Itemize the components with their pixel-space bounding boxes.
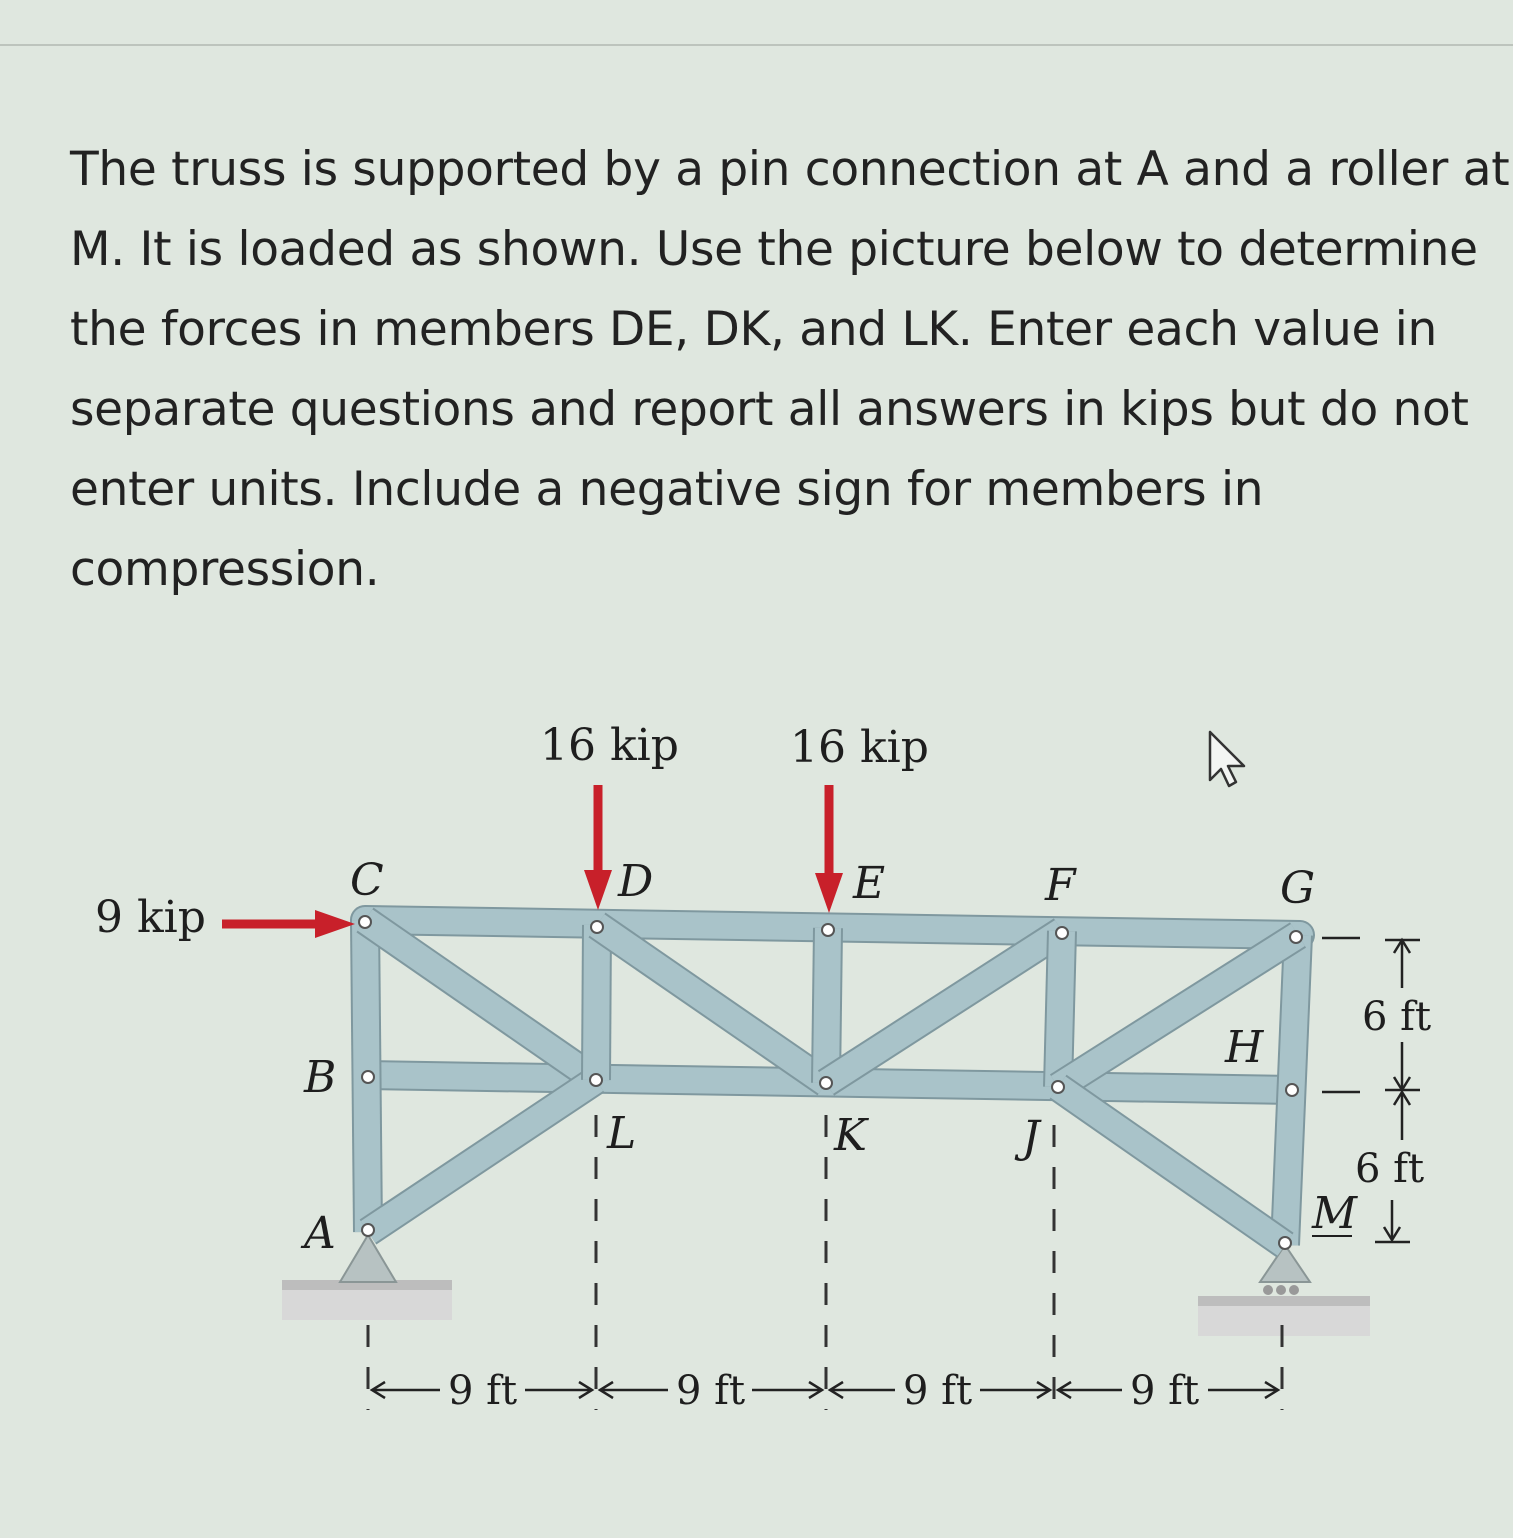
question-line-2: M. It is loaded as shown. Use the picture below to determine (70, 222, 1478, 277)
dimension-height-lower: 6 ft (1355, 1146, 1425, 1192)
joint-label-e: E (853, 858, 886, 909)
load-label-9kip: 9 kip (95, 892, 206, 943)
pin-h (1286, 1084, 1298, 1096)
load-label-16kip-d: 16 kip (540, 720, 679, 771)
joint-label-m: M (1312, 1188, 1358, 1239)
roller-wheel-1 (1263, 1285, 1273, 1295)
arrow-16kip-e-head (815, 873, 843, 913)
dimension-span-1: 9 ft (448, 1368, 518, 1414)
joint-label-h: H (1225, 1022, 1264, 1073)
arrow-16kip-d-head (584, 870, 612, 910)
pin-b (362, 1071, 374, 1083)
pin-support-a (340, 1235, 396, 1282)
joint-label-l: L (607, 1108, 637, 1159)
arrow-9kip-head (315, 910, 355, 938)
ground-left-hatch (282, 1290, 452, 1320)
joint-label-d: D (618, 856, 654, 907)
pin-c (359, 916, 371, 928)
joint-label-b: B (304, 1052, 337, 1103)
joint-label-f: F (1045, 860, 1076, 911)
joint-label-g: G (1280, 863, 1316, 914)
question-line-6: compression. (70, 542, 380, 597)
pin-d (591, 921, 603, 933)
question-line-5: enter units. Include a negative sign for members in (70, 462, 1264, 517)
dimension-span-3: 9 ft (903, 1368, 973, 1414)
question-line-3: the forces in members DE, DK, and LK. Enter each value in (70, 302, 1437, 357)
dimension-span-2: 9 ft (676, 1368, 746, 1414)
pin-a (362, 1224, 374, 1236)
dimension-height-upper: 6 ft (1362, 994, 1432, 1040)
dimension-span-4: 9 ft (1130, 1368, 1200, 1414)
pin-l (590, 1074, 602, 1086)
ground-right-hatch (1198, 1306, 1370, 1336)
load-label-16kip-e: 16 kip (790, 722, 929, 773)
joint-label-a: A (304, 1208, 336, 1259)
pin-e (822, 924, 834, 936)
pin-f (1056, 927, 1068, 939)
roller-wheel-2 (1276, 1285, 1286, 1295)
pin-k (820, 1077, 832, 1089)
pin-g (1290, 931, 1302, 943)
joint-label-c: C (350, 855, 384, 906)
ground-right (1198, 1296, 1370, 1306)
joint-label-k: K (834, 1110, 867, 1161)
arrow-pointer-icon (1210, 732, 1244, 786)
question-line-1: The truss is supported by a pin connection at A and a roller at (70, 142, 1510, 197)
question-line-4: separate questions and report all answers in kips but do not (70, 382, 1469, 437)
roller-wheel-3 (1289, 1285, 1299, 1295)
joint-label-j: J (1022, 1112, 1040, 1163)
pin-j (1052, 1081, 1064, 1093)
pin-m (1279, 1237, 1291, 1249)
